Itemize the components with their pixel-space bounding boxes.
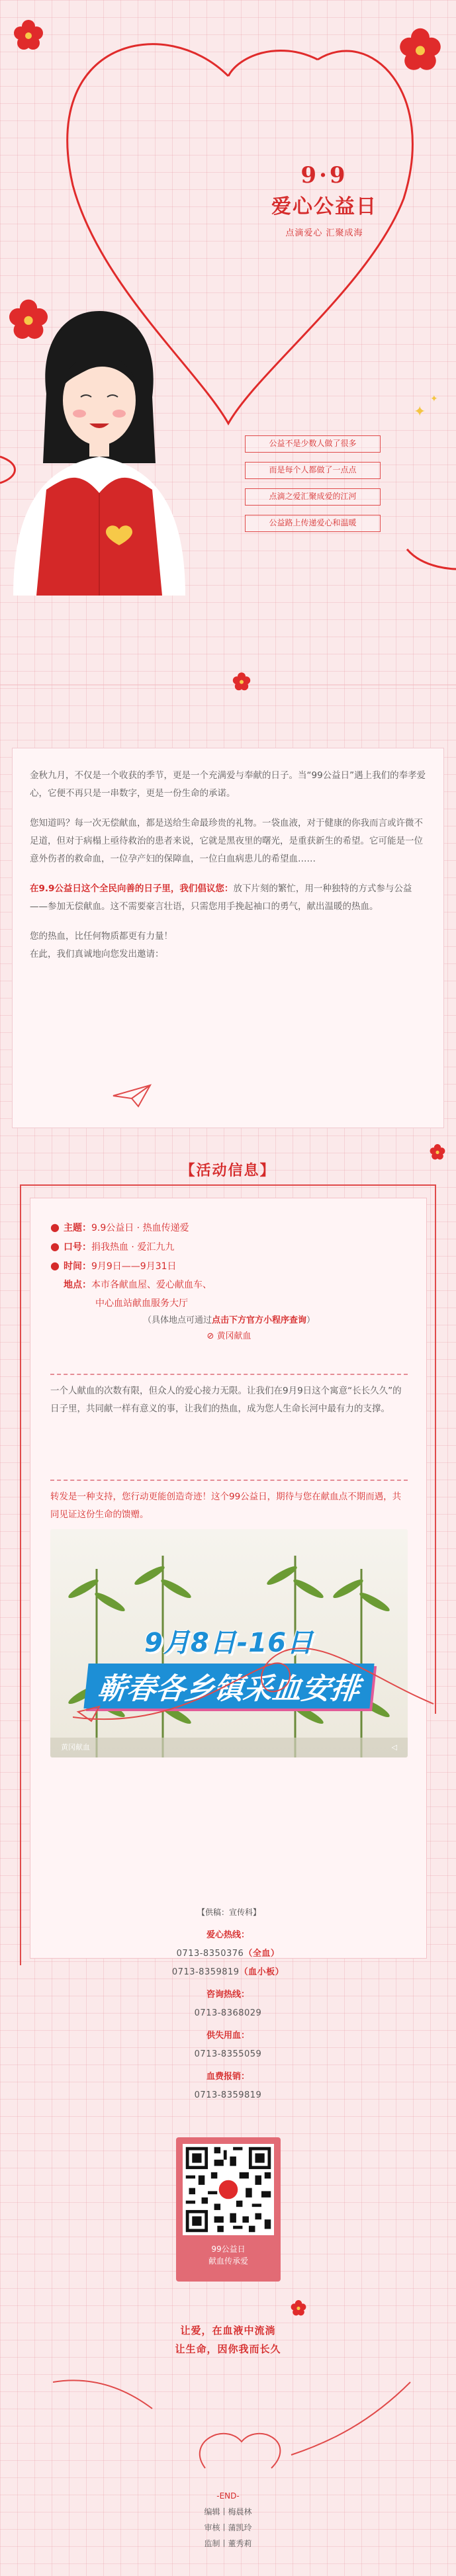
intro-paragraph: 您的热血，比任何物质都更有力量！	[30, 931, 173, 942]
red-flower-icon	[290, 2299, 307, 2317]
poster-date-range: 9月8日-16日	[144, 1628, 314, 1658]
slogan-box: 而是每个人都做了一点点	[245, 462, 381, 479]
qr-code-image[interactable]	[183, 2144, 274, 2235]
donor-account-tag: ⊘ 黄冈献血	[206, 1331, 251, 1341]
heart-trail-graphic	[53, 2362, 424, 2475]
supervisor-credit: 监制丨董秀莉	[204, 2539, 252, 2548]
reimburse-label: 血费报销：	[206, 2072, 250, 2082]
dashed-divider	[50, 1374, 408, 1375]
paper-plane-icon	[112, 1083, 152, 1109]
supply-label: 供失用血：	[206, 2031, 250, 2041]
credit-line: 【供稿：宣传科】	[197, 1908, 261, 1917]
intro-highlight: 在9.9公益日这个全民向善的日子里，我们倡议您：	[30, 883, 234, 894]
intro-call-to-action	[30, 880, 426, 916]
dashed-divider	[50, 1480, 408, 1481]
qr-code-icon	[183, 2144, 274, 2235]
red-flower-icon	[232, 672, 251, 691]
editor-credit: 编辑丨梅晨林	[204, 2507, 252, 2516]
sparkle-icon: ✦	[414, 404, 426, 420]
reviewer-credit: 审核丨蒲凯玲	[204, 2523, 252, 2532]
end-mark: -END-	[216, 2491, 240, 2501]
intro-paragraph: 您知道吗？每一次无偿献血，都是送给生命最珍贵的礼物。一袋血液，对于健康的你我而言或许微不足道，但对于病榻上亟待救治的患者来说，它就是黑夜里的曙光，是重获新生的希望。它可能是一位意外伤者的救命血，一位孕产妇的保障血，一位白血病患儿的希望血……	[30, 818, 423, 864]
activity-row-time: ● 时间：9月9日——9月31日	[50, 1259, 177, 1272]
intro-highlight-rest: 放下片刻的繁忙，用一种独特的方式参与公益——参加无偿献血。这不需要豪言壮语，只需您用手挽起袖口的勇气，献出温暖的热血。	[30, 883, 412, 912]
location-note: （具体地点可通过点击下方官方小程序查询）	[142, 1315, 316, 1325]
intro-card	[12, 748, 444, 1128]
poster-caption-bar	[50, 1738, 408, 1757]
consult-label: 咨询热线：	[206, 1990, 250, 2000]
contacts-block	[0, 1922, 456, 2105]
activity-info	[50, 1218, 408, 1345]
intro-paragraph: 金秋九月，不仅是一个收获的季节，更是一个充满爱与奉献的日子。当“99公益日”遇上我们的奉孝爱心，它便不再只是一串数字，更是一份生命的承诺。	[30, 770, 426, 799]
red-flower-icon	[429, 1143, 446, 1161]
hero-subtitle: 点滴爱心 汇聚成海	[285, 228, 363, 238]
hero-title-number: 9·9	[300, 162, 348, 189]
heart-trail-graphic	[73, 1638, 443, 1737]
reimburse-number[interactable]: 0713-8359819	[194, 2090, 262, 2100]
hotline-label: 爱心热线：	[206, 1930, 250, 1940]
hotline-number[interactable]: 0713-8359819（血小板）	[171, 1967, 285, 1977]
poster-headline: 蕲春各乡镇采血安排	[83, 1664, 374, 1709]
activity-row-theme: ● 主题：9.9公益日 · 热血传递爱	[50, 1221, 189, 1233]
activity-row-slogan: ● 口号：捐我热血 · 爱汇九九	[50, 1240, 175, 1253]
slogan-box: 公益不是少数人做了很多	[245, 435, 381, 453]
supply-number[interactable]: 0713-8355059	[194, 2049, 262, 2059]
red-flower-icon	[12, 19, 45, 52]
divider	[20, 1184, 21, 1965]
intro-paragraph: 在此，我们真诚地向您发出邀请：	[30, 949, 164, 959]
red-flower-icon	[7, 298, 50, 341]
consult-number[interactable]: 0713-8368029	[194, 2008, 262, 2018]
activity-card	[30, 1198, 427, 1959]
volunteer-illustration	[13, 311, 185, 596]
hero-title-block	[251, 162, 397, 238]
hero-banner	[0, 0, 456, 701]
sparkle-icon: ✦	[430, 394, 438, 404]
hero-title-main: 爱心公益日	[271, 195, 377, 218]
mini-program-link[interactable]: 点击下方官方小程序查询	[211, 1315, 306, 1325]
activity-location-line2: 中心血站献血服务大厅	[95, 1298, 188, 1309]
activity-paragraph: 转发是一种支持，您行动更能创造奇迹！这个99公益日，期待与您在献血点不期而遇，共同见证这份生命的馈赠。	[50, 1491, 402, 1520]
poster-source: 黄冈献血	[61, 1743, 90, 1752]
activity-paragraph: 一个人献血的次数有限，但众人的爱心接力无限。让我们在9月9日这个寓意“长长久久”的日子里，共同献一样有意义的事，让我们的热血，成为您人生命长河中最有力的支撑。	[50, 1386, 402, 1414]
activity-row-location: 地点：本市各献血屋、爱心献血车、	[64, 1280, 212, 1290]
slogan-box: 点滴之爱汇聚成爱的江河	[245, 488, 381, 506]
qr-caption: 99公益日 献血传承爱	[208, 2244, 248, 2266]
divider	[20, 1184, 436, 1186]
red-flower-icon	[397, 26, 443, 73]
qr-code-card[interactable]	[176, 2137, 281, 2282]
slogan-box: 公益路上传递爱心和温暖	[245, 515, 381, 532]
sound-icon[interactable]: ◁	[391, 1743, 397, 1752]
hotline-number[interactable]: 0713-8350376（全血）	[176, 1949, 280, 1959]
activity-section-title: 【活动信息】	[180, 1163, 276, 1179]
closing-slogan: 让爱，在血液中流淌 让生命，因你我而长久	[175, 2325, 281, 2355]
heart-outline-graphic	[0, 0, 456, 701]
article-footer	[0, 2488, 456, 2552]
divider	[435, 1184, 436, 1714]
